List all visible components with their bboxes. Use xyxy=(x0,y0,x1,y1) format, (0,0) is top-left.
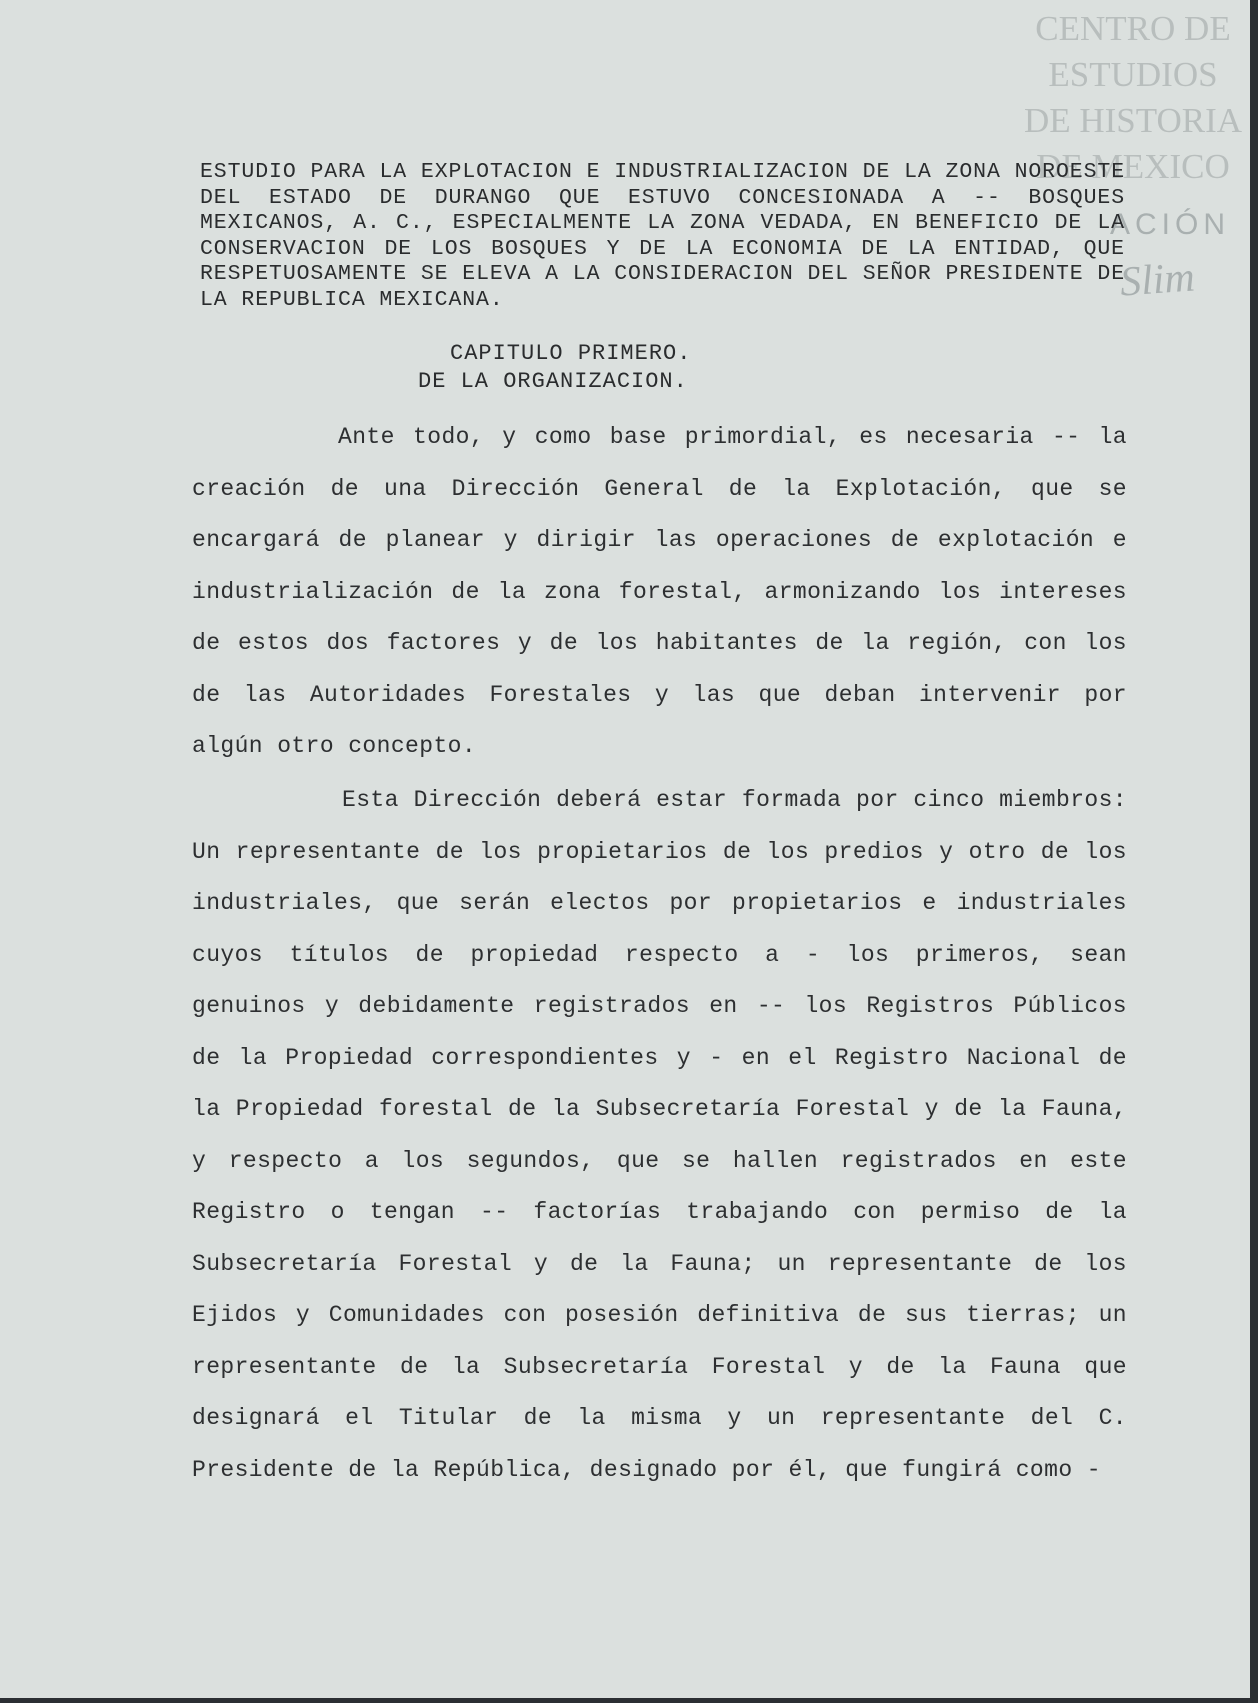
body-paragraph: Ante todo, y como base primordial, es necesaria -- la creación de una Dirección General de la Explotación, que se encargará de planear y dirigir las operaciones de explotación e industrialización de la zona forestal, armonizando los intereses de estos dos factores y de los habitantes de la región, con los de las Autoridades Forestales y las que deban intervenir por algún otro concepto. xyxy=(192,424,1127,759)
watermark-signature: Slim xyxy=(1118,254,1197,306)
document-heading: ESTUDIO PARA LA EXPLOTACION E INDUSTRIALIZACION DE LA ZONA NOROESTE DEL ESTADO DE DURANGO QUE ESTUVO CONCESIONADA A -- BOSQUES MEXICANOS, A. C., ESPECIALMENTE LA ZONA VEDADA, EN BENEFICIO DE LA CONSERVACION DE LOS BOSQUES Y DE LA ECONOMIA DE LA ENTIDAD, QUE RESPETUOSAMENTE SE ELEVA A LA CONSIDERACION DEL SEÑOR PRESIDENTE DE LA REPUBLICA MEXICANA. xyxy=(200,160,1125,312)
chapter-subtitle: DE LA ORGANIZACION. xyxy=(418,369,688,394)
watermark-line: ESTUDIOS xyxy=(1048,55,1218,94)
watermark-line: CENTRO DE xyxy=(1035,9,1231,48)
chapter-heading xyxy=(418,340,692,396)
watermark-line: DE HISTORIA xyxy=(1023,101,1243,140)
chapter-title: CAPITULO PRIMERO. xyxy=(450,341,692,366)
watermark-foundation: ACIÓN xyxy=(1110,208,1231,241)
watermark-line: DE MEXICO xyxy=(1036,147,1230,186)
body-paragraph: Esta Dirección deberá estar formada por cinco miembros: Un representante de los propietarios de los predios y otro de los industriales, que serán electos por propietarios e industriales cuyos títulos de propiedad respecto a - los primeros, sean genuinos y debidamente registrados en -- los Registros Públicos de la Propiedad correspondientes y - en el Registro Nacional de la Propiedad forestal de la Subsecretaría Forestal y de la Fauna, y respecto a los segundos, que se hallen registrados en este Registro o tengan -- factorías trabajando con permiso de la Subsecretaría Forestal y de la Fauna; un representante de los Ejidos y Comunidades con posesión definitiva de sus tierras; un representante de la Subsecretaría Forestal y de la Fauna que designará el Titular de la misma y un representante del C. Presidente de la República, designado por él, que fungirá como - xyxy=(192,787,1127,1483)
